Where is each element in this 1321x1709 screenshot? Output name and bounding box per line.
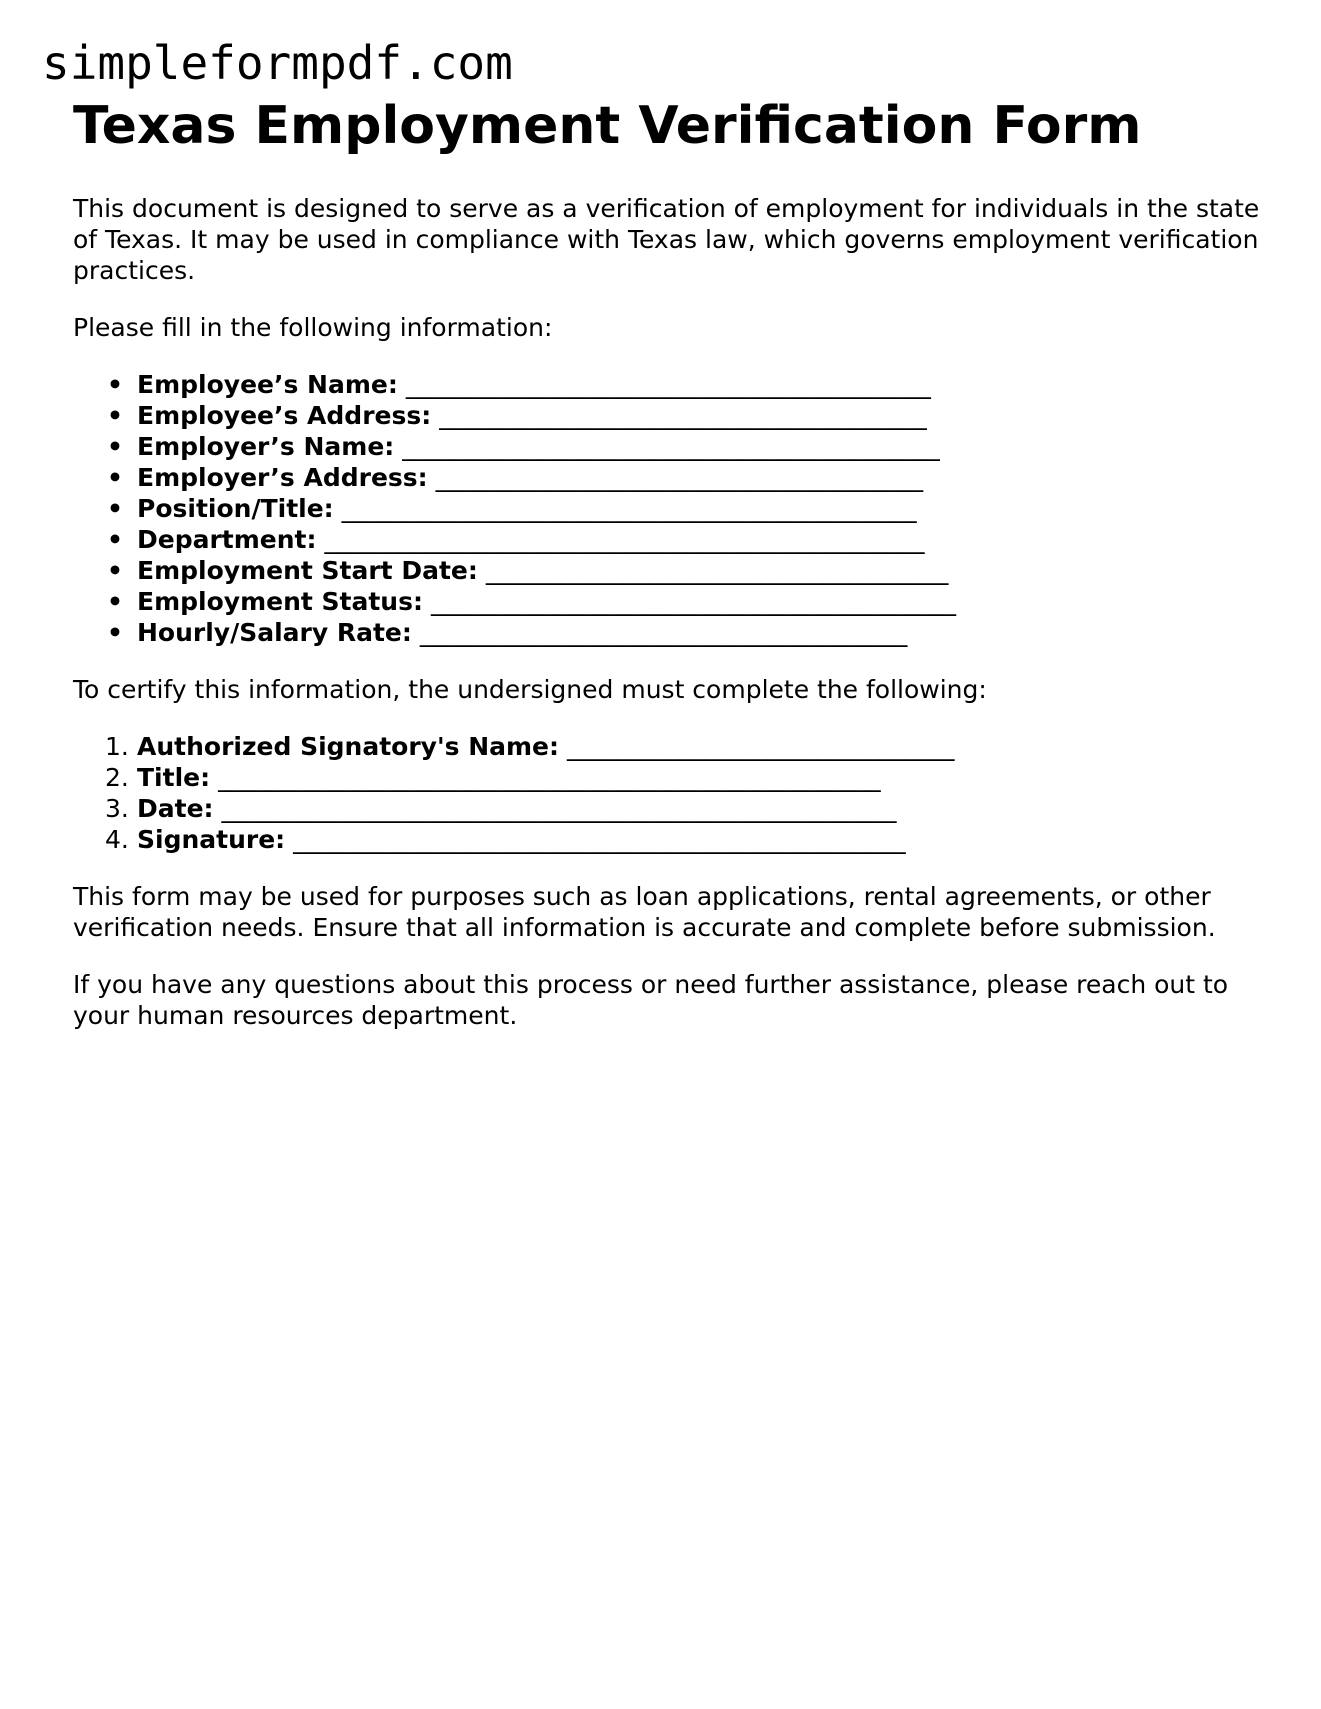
field-label: Date: [137,794,214,823]
fill-prompt: Please fill in the following information: [73,313,553,342]
field-position-title [107,493,1263,524]
bullet-icon: • [107,556,123,585]
bullet-icon: • [107,463,123,492]
field-blank[interactable]: _____________________________________ [485,556,949,585]
certify-signature [105,824,1263,855]
field-employee-name [107,369,1263,400]
list-number: 1. [105,732,129,761]
list-number: 2. [105,763,129,792]
bullet-icon: • [107,525,123,554]
field-label: Title: [137,763,211,792]
intro-paragraph: This document is designed to serve as a verification of employment for individuals in the state of Texas. It may be used in compliance with Texas law, which governs employment verification practices. [73,194,1260,285]
field-blank[interactable]: ___________________________________________ [402,432,940,461]
bullet-icon: • [107,618,123,647]
field-blank[interactable]: ________________________________________________ [324,525,925,554]
field-blank[interactable]: ______________________________________________________ [221,794,897,823]
field-label: Authorized Signatory's Name: [137,732,559,761]
field-employee-address [107,400,1263,431]
field-label: Employer’s Name: [137,432,395,461]
field-label: Employer’s Address: [137,463,428,492]
field-label: Employee’s Address: [137,401,432,430]
bullet-icon: • [107,370,123,399]
field-label: Department: [137,525,317,554]
list-number: 3. [105,794,129,823]
certification-list [73,731,1263,855]
list-number: 4. [105,825,129,854]
field-blank[interactable]: _______________________________________ [435,463,924,492]
field-label: Employment Start Date: [137,556,478,585]
purpose-paragraph: This form may be used for purposes such as loan applications, rental agreements, or other verification needs. Ensure that all information is accurate and complete before submission. [73,882,1216,942]
field-blank[interactable]: _____________________________________________________ [218,763,881,792]
field-label: Employee’s Name: [137,370,398,399]
certify-date [105,793,1263,824]
page-title: Texas Employment Verification Form [73,96,1142,156]
field-label: Position/Title: [137,494,334,523]
field-label: Hourly/Salary Rate: [137,618,412,647]
field-blank[interactable]: _______________________________________ [439,401,927,430]
field-start-date [107,555,1263,586]
field-blank[interactable]: ______________________________________________ [341,494,917,523]
field-department [107,524,1263,555]
field-employment-status [107,586,1263,617]
field-employer-name [107,431,1263,462]
certify-prompt: To certify this information, the undersigned must complete the following: [73,675,987,704]
bullet-icon: • [107,401,123,430]
certify-title [105,762,1263,793]
questions-paragraph: If you have any questions about this process or need further assistance, please reach out to your human resources department. [73,970,1229,1030]
field-blank[interactable]: _________________________________________________ [293,825,906,854]
bullet-icon: • [107,587,123,616]
field-blank[interactable]: __________________________________________ [430,587,956,616]
watermark: simpleformpdf.com [42,36,513,90]
certify-signatory-name [105,731,1263,762]
field-label: Signature: [137,825,286,854]
document-body [73,95,1263,1031]
employee-fields-list [73,369,1263,648]
field-blank[interactable]: _______________________________________ [419,618,908,647]
field-label: Employment Status: [137,587,423,616]
field-employer-address [107,462,1263,493]
field-blank[interactable]: __________________________________________ [405,370,931,399]
bullet-icon: • [107,432,123,461]
field-rate [107,617,1263,648]
bullet-icon: • [107,494,123,523]
field-blank[interactable]: _______________________________ [566,732,955,761]
